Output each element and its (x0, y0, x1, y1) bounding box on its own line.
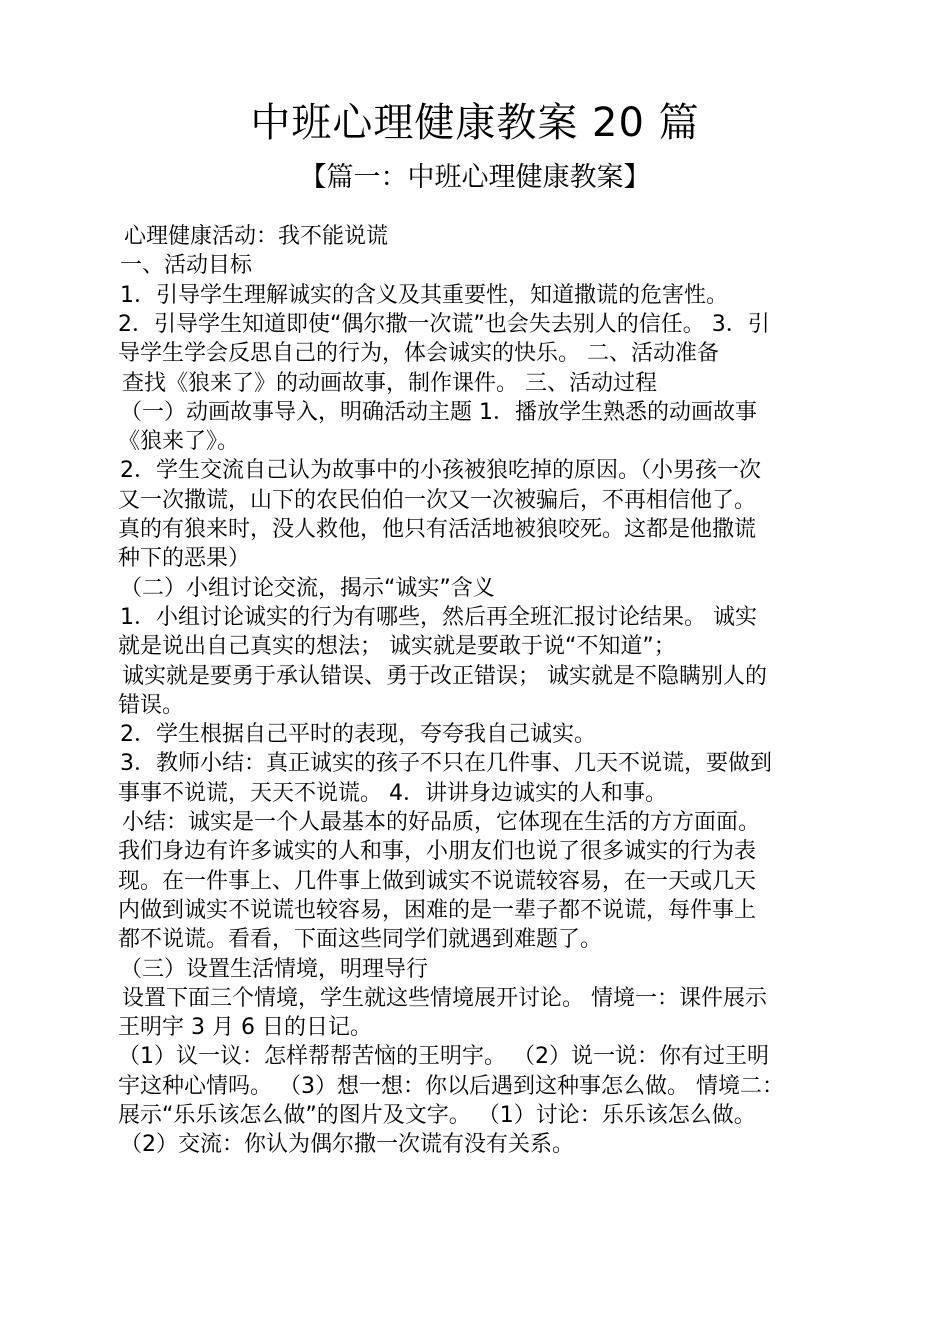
paragraph-line: 王明宇 3 月 6 日的日记。 (118, 1015, 372, 1040)
paragraph-line: 1．小组讨论诚实的行为有哪些，然后再全班汇报讨论结果。 诚实 (120, 605, 757, 630)
paragraph-line: 内做到诚实不说谎也较容易，困难的是一辈子都不说谎，每件事上 (118, 898, 757, 923)
paragraph-line: 都不说谎。看看，下面这些同学们就遇到难题了。 (118, 927, 603, 952)
paragraph-line: （2）交流：你认为偶尔撒一次谎有没有关系。 (120, 1132, 574, 1157)
paragraph-line: 展示“乐乐该怎么做”的图片及文字。 （1）讨论：乐乐该怎么做。 (118, 1103, 756, 1128)
paragraph-line: 就是说出自己真实的想法； 诚实就是要敢于说“不知道”； (118, 634, 676, 659)
paragraph-line: 一、活动目标 (120, 253, 253, 278)
paragraph-line: 3．教师小结：真正诚实的孩子不只在几件事、几天不说谎，要做到 (120, 751, 772, 776)
paragraph-line: 小结：诚实是一个人最基本的好品质，它体现在生活的方方面面。 (122, 810, 761, 835)
paragraph-line: 设置下面三个情境，学生就这些情境展开讨论。 情境一：课件展示 (122, 986, 767, 1011)
paragraph-line: 我们身边有许多诚实的人和事，小朋友们也说了很多诚实的行为表 (118, 839, 757, 864)
paragraph-line: （二）小组讨论交流，揭示“诚实”含义 (120, 576, 495, 601)
paragraph-line: 导学生学会反思自己的行为，体会诚实的快乐。 二、活动准备 (118, 341, 719, 366)
paragraph-line: （三）设置生活情境，明理导行 (120, 957, 429, 982)
paragraph-line: （一）动画故事导入，明确活动主题 1．播放学生熟悉的动画故事 (120, 400, 757, 425)
document-subtitle: 【篇一：中班心理健康教案】 (299, 162, 651, 193)
paragraph-line: 2．学生交流自己认为故事中的小孩被狼吃掉的原因。（小男孩一次 (120, 458, 761, 483)
paragraph-line: 事事不说谎，天天不说谎。 4．讲讲身边诚实的人和事。 (118, 781, 667, 806)
paragraph-line: 1．引导学生理解诚实的含义及其重要性，知道撒谎的危害性。 (120, 283, 728, 308)
paragraph-line: 查找《狼来了》的动画故事，制作课件。 三、活动过程 (122, 371, 657, 396)
paragraph-line: 心理健康活动：我不能说谎 (124, 224, 389, 249)
paragraph-line: 《狼来了》。 (118, 429, 240, 454)
paragraph-line: 种下的恶果） (118, 546, 251, 571)
paragraph-line: 2．引导学生知道即使“偶尔撒一次谎”也会失去别人的信任。 3．引 (118, 312, 770, 337)
paragraph-line: （1）议一议：怎样帮帮苦恼的王明宇。 （2）说一说：你有过王明 (118, 1044, 769, 1069)
paragraph-line: 2．学生根据自己平时的表现，夸夸我自己诚实。 (120, 722, 596, 747)
paragraph-line: 错误。 (118, 693, 185, 718)
document-title: 中班心理健康教案 20 篇 (250, 100, 700, 146)
paragraph-line: 又一次撒谎，山下的农民伯伯一次又一次被骗后，不再相信他了。 (118, 488, 757, 513)
paragraph-line: 宇这种心情吗。 （3）想一想：你以后遇到这种事怎么做。 情境二： (118, 1074, 784, 1099)
paragraph-line: 诚实就是要勇于承认错误、勇于改正错误； 诚实就是不隐瞒别人的 (122, 664, 767, 689)
paragraph-line: 现。在一件事上、几件事上做到诚实不说谎较容易，在一天或几天 (118, 869, 757, 894)
paragraph-line: 真的有狼来时，没人救他，他只有活活地被狼咬死。这都是他撒谎 (118, 517, 757, 542)
